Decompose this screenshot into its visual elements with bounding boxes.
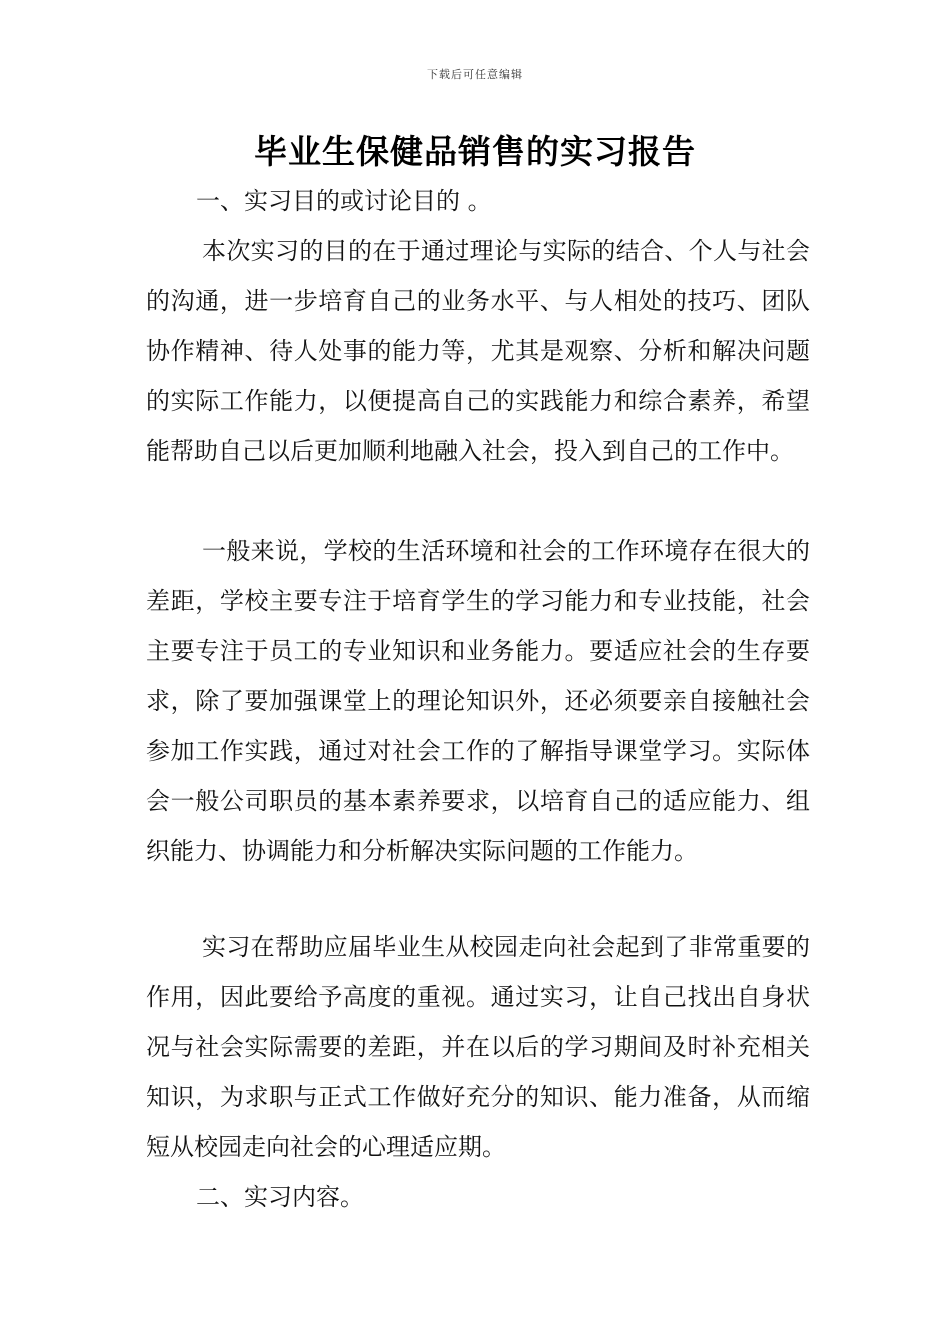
section-heading-content: 二、实习内容。 — [196, 1183, 364, 1211]
section-heading-objective: 一、实习目的或讨论目的 。 — [196, 187, 492, 215]
document-title: 毕业生保健品销售的实习报告 — [254, 132, 696, 171]
paragraph-2: 一般来说，学校的生活环境和社会的工作环境存在很大的差距，学校主要专注于培育学生的学习能力和专业技能，社会主要专注于员工的专业知识和业务能力。要适应社会的生存要求，除了要加强课堂上的理论知识外，还必须要亲自接触社会参加工作实践，通过对社会工作的了解指导课堂学习。实际体会一般公司职员的基本素养要求，以培育自己的适应能力、组织能力、协调能力和分析解决实际问题的工作能力。 — [146, 537, 810, 865]
paragraph-1-block — [146, 226, 810, 476]
header-note: 下载后可任意编辑 — [427, 68, 523, 81]
paragraph-2-block — [146, 526, 810, 876]
paragraph-1: 本次实习的目的在于通过理论与实际的结合、个人与社会的沟通，进一步培育自己的业务水平、与人相处的技巧、团队协作精神、待人处事的能力等，尤其是观察、分析和解决问题的实际工作能力，以便提高自己的实践能力和综合素养，希望能帮助自己以后更加顺利地融入社会，投入到自己的工作中。 — [146, 237, 810, 465]
paragraph-3: 实习在帮助应届毕业生从校园走向社会起到了非常重要的作用，因此要给予高度的重视。通过实习，让自己找出自身状况与社会实际需要的差距，并在以后的学习期间及时补充相关知识，为求职与正式工作做好充分的知识、能力准备，从而缩短从校园走向社会的心理适应期。 — [146, 933, 810, 1161]
paragraph-3-block — [146, 922, 810, 1172]
